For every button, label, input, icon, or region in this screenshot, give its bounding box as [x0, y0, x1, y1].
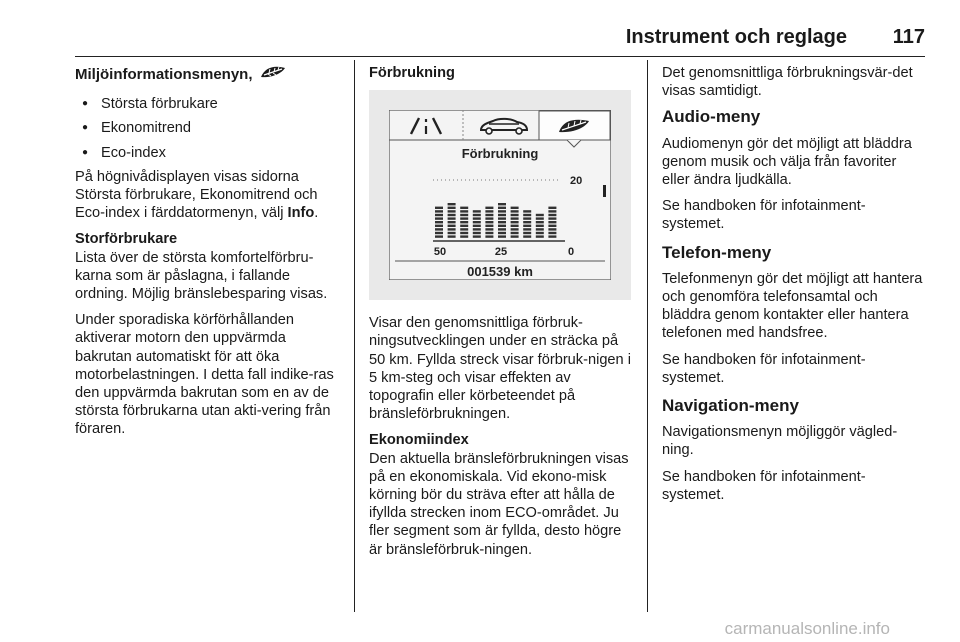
column-divider-2 [647, 60, 648, 612]
bar-segment [536, 218, 544, 220]
leaf-icon [259, 64, 287, 85]
bar-segment [548, 207, 556, 209]
bar-segment [511, 218, 519, 220]
heading-navigation-menu: Navigation-meny [662, 396, 799, 416]
consumption-bar [536, 214, 544, 238]
bar-segment [523, 218, 531, 220]
bar-segment [448, 225, 456, 227]
bar-segment [498, 210, 506, 212]
list-item: ● Ekonomitrend [75, 119, 343, 137]
bar-segment [460, 210, 468, 212]
bar-segment [435, 214, 443, 216]
bar-segment [523, 232, 531, 234]
bar-segment [485, 214, 493, 216]
bar-segment [485, 221, 493, 223]
paragraph-highlevel: På högnivådisplayen visas sidorna Största förbrukare, Ekonomitrend och Eco-index i färddatormenyn, välj Info. [75, 168, 319, 222]
bar-segment [460, 207, 468, 209]
bar-segment [435, 236, 443, 238]
bar-segment [448, 236, 456, 238]
bar-segment [460, 218, 468, 220]
bar-segment [548, 228, 556, 230]
bar-segment [498, 236, 506, 238]
bar-segment [435, 221, 443, 223]
bar-segment [498, 225, 506, 227]
bar-segment [523, 228, 531, 230]
bar-segment [448, 232, 456, 234]
bar-segment [473, 214, 481, 216]
paragraph-ekonomiindex: Den aktuella bränsleförbrukningen visas på en ekonomiskala. Vid ekono-misk körning bör du sträva efter att hålla de ifyllda strecken inom ECO-området. Ju fler segment som är fyllda, desto högre är bränsleförbruk-ningen. [369, 450, 629, 558]
bar-segment [460, 228, 468, 230]
bar-segment [448, 207, 456, 209]
bar-segment [536, 228, 544, 230]
bar-segment [473, 228, 481, 230]
column-3 [662, 64, 926, 512]
display-screen [389, 110, 611, 280]
bar-segment [485, 228, 493, 230]
consumption-bar [511, 207, 519, 238]
paragraph-phone: Telefonmenyn gör det möjligt att hantera och genomföra telefonsamtal och bläddra genom kontakter eller hantera telefonen med handsfree. [662, 270, 923, 342]
bar-segment [498, 221, 506, 223]
bar-segment [435, 228, 443, 230]
bar-segment [548, 214, 556, 216]
bar-segment [435, 218, 443, 220]
paragraph-sporadic: Under sporadiska körförhållanden aktiverar motorn den uppvärmda bakrutan automatiskt för att öka motorbelastningen. I detta fall indike-ras den uppvärmda bakrutan som en av de största förbrukarna utan akti-vering från föraren. [75, 312, 334, 438]
page-header [75, 26, 925, 56]
heading-ekonomiindex: Ekonomiindex [369, 432, 469, 449]
bar-segment [511, 228, 519, 230]
info-keyword: Info [287, 205, 315, 222]
bar-segment [498, 214, 506, 216]
bar-segment [511, 210, 519, 212]
watermark: carmanualsonline.info [724, 619, 890, 638]
paragraph-navigation: Navigationsmenyn möjliggör vägled-ning. [662, 424, 898, 459]
bar-segment [536, 232, 544, 234]
bar-segment [485, 232, 493, 234]
paragraph-audio-ref: Se handboken för infotainment-systemet. [662, 198, 866, 233]
section-title-text: Miljöinformationsmenyn, [75, 65, 253, 83]
bar-segment [435, 207, 443, 209]
bar-segment [485, 218, 493, 220]
heading-audio-menu: Audio-meny [662, 107, 761, 127]
bar-segment [523, 214, 531, 216]
bar-segment [548, 210, 556, 212]
bar-segment [536, 225, 544, 227]
display-figure [369, 90, 631, 300]
bar-segment [435, 232, 443, 234]
scale-top-label: 20 [570, 175, 583, 188]
bar-segment [473, 218, 481, 220]
bar-segment [485, 207, 493, 209]
bar-segment [536, 214, 544, 216]
bar-segment [485, 210, 493, 212]
bar-segment [448, 203, 456, 205]
screen-title: Förbrukning [461, 146, 539, 162]
bar-segment [448, 228, 456, 230]
bar-segment [511, 225, 519, 227]
bar-segment [511, 221, 519, 223]
tick-label: 50 [433, 246, 447, 259]
bar-segment [498, 218, 506, 220]
bar-segment [473, 236, 481, 238]
heading-forbrukning: Förbrukning [369, 65, 455, 81]
bar-segment [473, 225, 481, 227]
consumption-bar [460, 207, 468, 238]
column-divider-1 [354, 60, 355, 612]
tick-label: 0 [567, 246, 575, 259]
bar-segment [448, 214, 456, 216]
bar-segment [498, 203, 506, 205]
bar-segment [485, 225, 493, 227]
bar-segment [511, 207, 519, 209]
bar-segment [448, 221, 456, 223]
bar-segment [511, 232, 519, 234]
bar-segment [523, 210, 531, 212]
bar-segment [473, 221, 481, 223]
bar-segment [448, 218, 456, 220]
paragraph-storforbrukare: Lista över de största komfortelförbru-karna som är påslagna, i fallande ordning. Möjlig bränslebesparing visas. [75, 249, 328, 303]
paragraph-navigation-ref: Se handboken för infotainment-systemet. [662, 468, 866, 503]
bar-segment [435, 210, 443, 212]
bar-segment [536, 236, 544, 238]
heading-phone-menu: Telefon-meny [662, 242, 772, 262]
page-header-title: Instrument och reglage [625, 26, 847, 48]
section-title-eco [75, 64, 343, 85]
bar-segment [548, 232, 556, 234]
paragraph-phone-ref: Se handboken för infotainment-systemet. [662, 351, 866, 386]
bar-segment [548, 236, 556, 238]
bar-segment [473, 210, 481, 212]
bar-segment [548, 221, 556, 223]
paragraph-forbrukning: Visar den genomsnittliga förbruk-ningsutvecklingen under en sträcka på 50 km. Fyllda streck visar förbruk-nigen i 5 km-steg och visar effekten av topografin eller körbeteendet på bränsleförbrukningen. [369, 315, 631, 423]
heading-storforbrukare: Storförbrukare [75, 231, 178, 248]
bar-segment [548, 218, 556, 220]
column-1 [75, 64, 343, 447]
bar-segment [460, 221, 468, 223]
paragraph-average: Det genomsnittliga förbrukningsvär-det visas samtidigt. [662, 65, 913, 100]
column-2 [369, 64, 633, 567]
page-number: 117 [892, 26, 925, 48]
bar-segment [511, 214, 519, 216]
list-item: ● Eco-index [75, 144, 343, 162]
bar-segment [523, 236, 531, 238]
scroll-indicator [603, 185, 606, 197]
bar-segment [448, 210, 456, 212]
bar-segment [523, 225, 531, 227]
bar-segment [460, 214, 468, 216]
bar-segment [548, 225, 556, 227]
bar-segment [498, 228, 506, 230]
paragraph-audio: Audiomenyn gör det möjligt att bläddra genom musik och välja från favoriter eller ändra ljudkälla. [662, 135, 912, 189]
tick-label: 25 [494, 246, 508, 259]
header-rule [75, 56, 925, 57]
consumption-bar [435, 207, 443, 238]
bar-segment [435, 225, 443, 227]
list-item: ● Största förbrukare [75, 95, 343, 113]
odometer-readout: 001539 km [467, 264, 533, 280]
bar-segment [498, 232, 506, 234]
bar-segment [460, 225, 468, 227]
bar-segment [460, 236, 468, 238]
bar-segment [460, 232, 468, 234]
bar-segment [485, 236, 493, 238]
bar-segment [473, 232, 481, 234]
consumption-bar [485, 207, 493, 238]
bar-segment [511, 236, 519, 238]
bar-segment [523, 221, 531, 223]
bar-segment [498, 207, 506, 209]
bar-segment [536, 221, 544, 223]
eco-menu-list [75, 95, 343, 162]
consumption-bar [548, 207, 556, 238]
